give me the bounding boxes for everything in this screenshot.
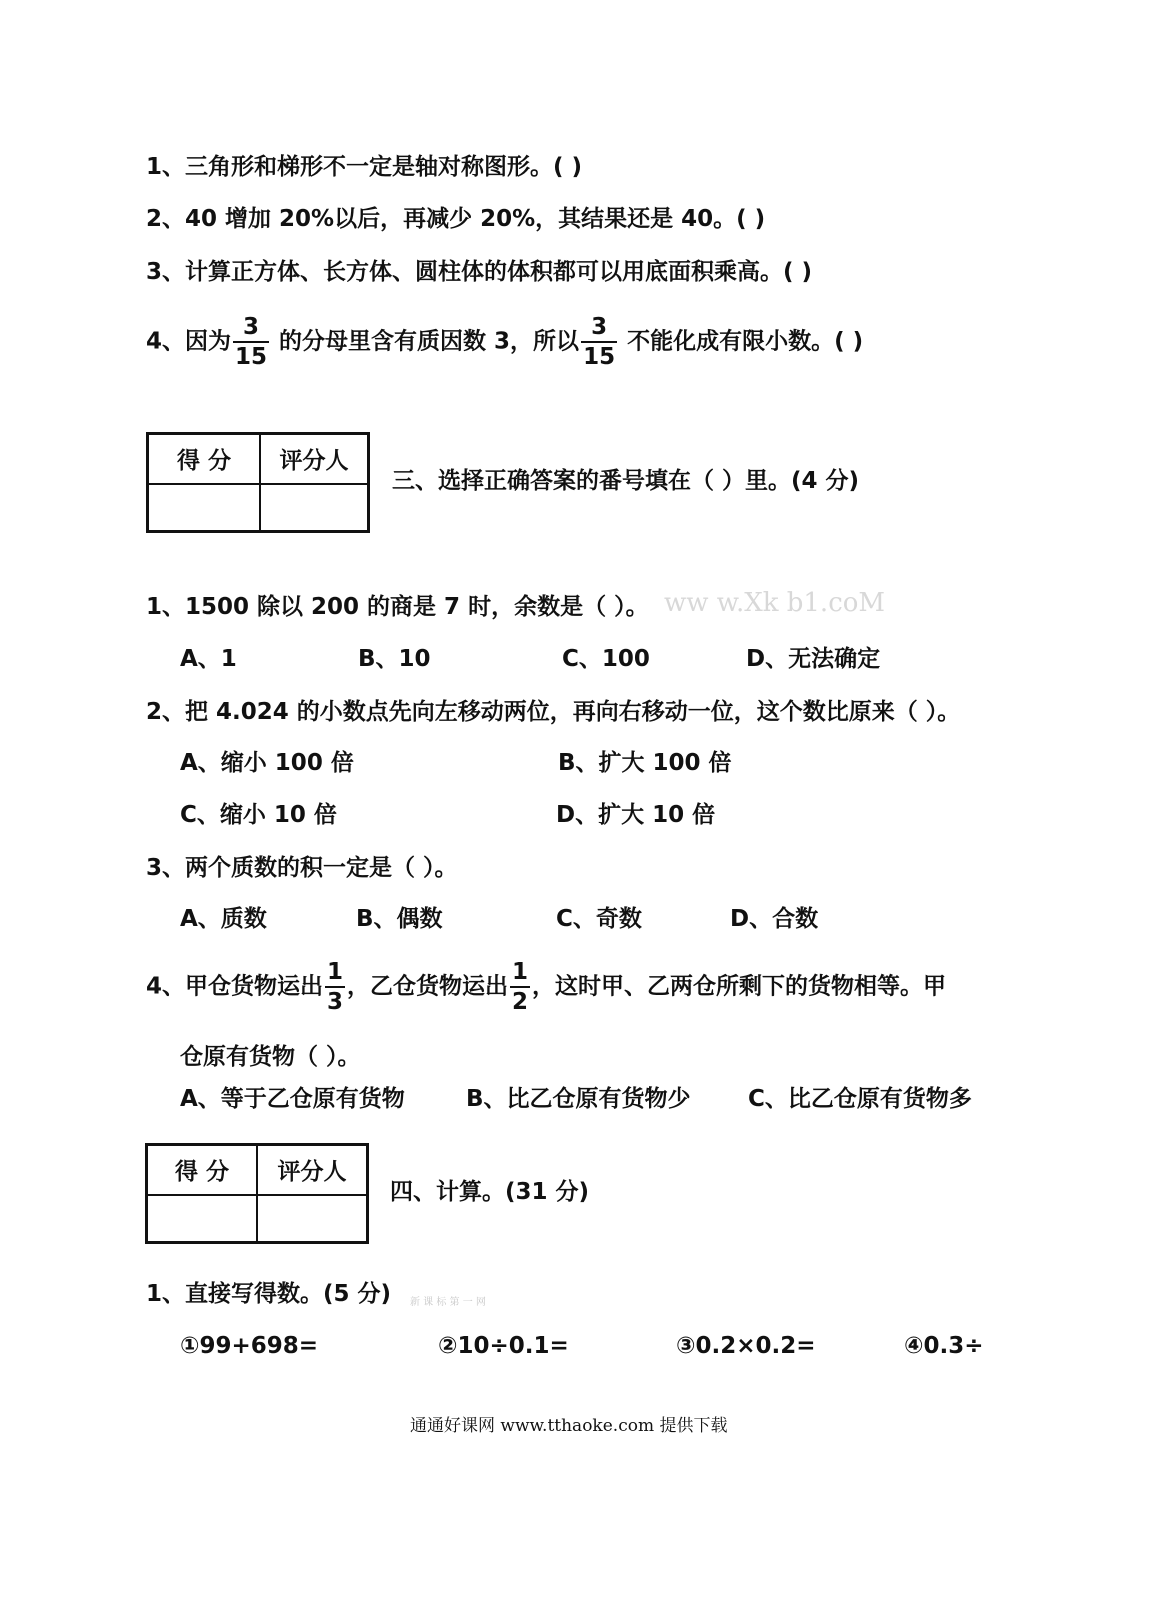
fraction-denominator: 2: [512, 989, 529, 1015]
judge-question-1: 1、三角形和梯形不一定是轴对称图形。( ): [146, 154, 583, 180]
calc-item-1: ①99+698=: [180, 1333, 319, 1359]
q3-option-c: C、奇数: [556, 906, 642, 932]
choice-question-3: 3、两个质数的积一定是（ ）。: [146, 855, 458, 881]
calc-item-3: ③0.2×0.2=: [676, 1333, 816, 1359]
q1-option-d: D、无法确定: [746, 646, 881, 672]
q3-option-a: A、质数: [180, 906, 267, 932]
calc-item-2: ②10÷0.1=: [438, 1333, 569, 1359]
q3-option-b: B、偶数: [356, 906, 443, 932]
fraction-1-2: [510, 958, 530, 1016]
score-box-section4: [145, 1143, 369, 1244]
fraction-denominator: 15: [583, 344, 616, 370]
fraction-1-3: [325, 958, 345, 1016]
q1-option-a: A、1: [180, 646, 237, 672]
q2-option-b: B、扩大 100 倍: [558, 750, 732, 776]
score-header: 得 分: [148, 434, 261, 484]
grader-cell[interactable]: [260, 484, 369, 532]
choice-question-4: [146, 958, 946, 1016]
fraction-numerator: 1: [510, 958, 530, 988]
judge-question-2: 2、40 增加 20%以后，再减少 20%，其结果还是 40。( ): [146, 206, 766, 232]
choice-question-4-line2: 仓原有货物（ ）。: [180, 1044, 361, 1070]
watermark-small: 新 课 标 第 一 网: [410, 1297, 486, 1308]
q1-option-c: C、100: [562, 646, 650, 672]
q2-option-c: C、缩小 10 倍: [180, 802, 337, 828]
judge-q4-part2: 的分母里含有质因数 3，所以: [279, 328, 580, 355]
watermark-text: ww w.Xk b1.coM: [664, 588, 886, 618]
q2-option-d: D、扩大 10 倍: [556, 802, 716, 828]
judge-q4-part3: 不能化成有限小数。( ): [627, 328, 864, 355]
choice-question-2: 2、把 4.024 的小数点先向左移动两位，再向右移动一位，这个数比原来（ ）。: [146, 699, 961, 725]
q4-option-a: A、等于乙仓原有货物: [180, 1086, 405, 1112]
judge-question-3: 3、计算正方体、长方体、圆柱体的体积都可以用底面积乘高。( ): [146, 259, 813, 285]
fraction-denominator: 15: [235, 344, 268, 370]
grader-cell[interactable]: [257, 1195, 368, 1243]
judge-question-4: [146, 313, 863, 371]
q4-option-c: C、比乙仓原有货物多: [748, 1086, 972, 1112]
fraction-numerator: 3: [581, 313, 617, 343]
q4-part3: ，这时甲、乙两仓所剩下的货物相等。甲: [532, 973, 947, 1000]
footer-credit: 通通好课网 www.tthaoke.com 提供下载: [410, 1416, 728, 1436]
q1-option-b: B、10: [358, 646, 431, 672]
score-cell[interactable]: [147, 1195, 258, 1243]
score-cell[interactable]: [148, 484, 261, 532]
fraction-denominator: 3: [327, 989, 344, 1015]
section3-title: 三、选择正确答案的番号填在（ ）里。(4 分): [392, 468, 860, 494]
q4-part2: ，乙仓货物运出: [347, 973, 509, 1000]
grader-header: 评分人: [257, 1145, 368, 1195]
q2-option-a: A、缩小 100 倍: [180, 750, 354, 776]
section4-title: 四、计算。(31 分): [390, 1179, 590, 1205]
fraction-3-15: [581, 313, 617, 371]
score-header: 得 分: [147, 1145, 258, 1195]
fraction-numerator: 3: [233, 313, 269, 343]
grader-header: 评分人: [260, 434, 369, 484]
choice-question-1: 1、1500 除以 200 的商是 7 时，余数是（ ）。: [146, 594, 649, 620]
q4-option-b: B、比乙仓原有货物少: [466, 1086, 691, 1112]
judge-q4-part1: 4、因为: [146, 328, 232, 355]
q4-part1: 4、甲仓货物运出: [146, 973, 324, 1000]
score-box-section3: [146, 432, 370, 533]
fraction-numerator: 1: [325, 958, 345, 988]
calc-item-4: ④0.3÷: [904, 1333, 984, 1359]
fraction-3-15: [233, 313, 269, 371]
q3-option-d: D、合数: [730, 906, 819, 932]
section4-subquestion-1: 1、直接写得数。(5 分): [146, 1281, 392, 1307]
